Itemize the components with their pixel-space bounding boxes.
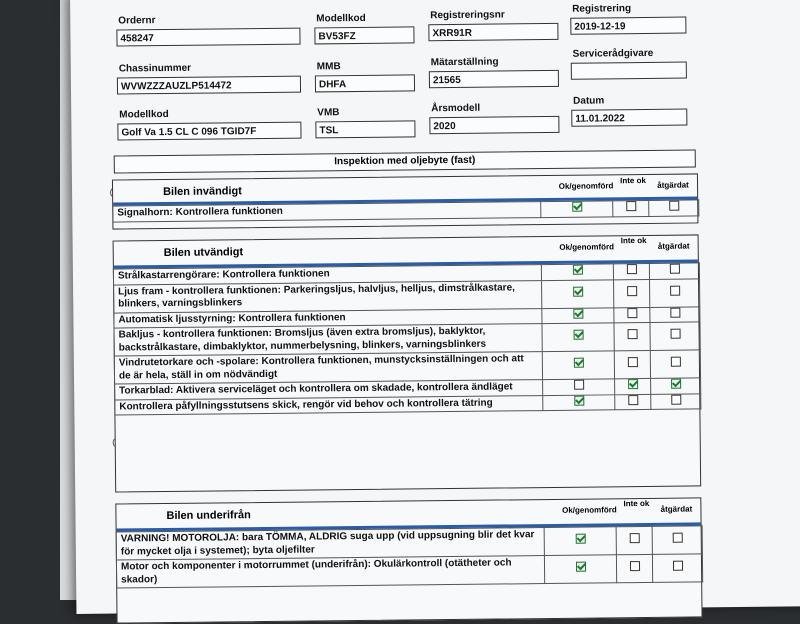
unchecked-checkbox-inte[interactable] <box>627 308 637 318</box>
col-header-inte-ok: Inte ok <box>623 498 650 509</box>
field-label-datum: Datum <box>573 95 605 107</box>
checkbox-cell-ok <box>541 264 613 280</box>
inspection-title: Inspektion med oljebyte (fast) <box>114 149 696 173</box>
checkbox-cell-atg <box>651 378 701 394</box>
unchecked-checkbox-atg[interactable] <box>670 357 680 367</box>
col-header-atgardat: åtgärdat <box>657 241 690 251</box>
checkbox-cell-atg <box>650 350 700 379</box>
checklist-item-text: Ljus fram - kontrollera funktionen: Parkeringsljus, halvljus, helljus, dimstrålkastare, blinkers, varningsblinkers <box>114 280 542 312</box>
checked-checkbox-ok[interactable] <box>572 265 582 275</box>
checkbox-cell-ok <box>544 527 616 556</box>
unchecked-checkbox-inte[interactable] <box>628 395 638 405</box>
checkbox-cell-inte <box>616 554 652 582</box>
checkbox-cell-inte <box>613 200 649 216</box>
unchecked-checkbox-atg[interactable] <box>672 533 682 543</box>
checklist-item-text: Automatisk ljusstyrning: Kontrollera funktionen <box>114 308 542 328</box>
field-value-modellkod: BV53FZ <box>314 26 414 44</box>
checked-checkbox-ok[interactable] <box>573 330 583 340</box>
unchecked-checkbox-inte[interactable] <box>629 533 639 543</box>
section-title: Bilen utvändigt <box>163 246 244 260</box>
field-label-registreringsnr: Registreringsnr <box>430 9 505 22</box>
unchecked-checkbox-atg[interactable] <box>670 307 680 317</box>
checkbox-cell-ok <box>543 379 615 395</box>
col-header-ok: Ok/genomförd <box>559 242 615 252</box>
col-header-ok: Ok/genomförd <box>558 181 614 191</box>
checklist-item-text: Bakljus - kontrollera funktionen: Bromsljus (även extra bromsljus), baklyktor, backstrålkastare, dimbaklyktor, nummerbelysning, blinkers, varningsblinkers <box>114 324 542 356</box>
field-label-registrering: Registrering <box>572 3 632 15</box>
checkbox-cell-ok <box>542 323 614 352</box>
checkbox-cell-inte <box>614 350 650 378</box>
checklist-item-text: Vindrutetorkare och -spolare: Kontrollera funktionen, munstycksinställningen och att de är hela, ställ in om nödvändigt <box>114 352 542 384</box>
field-value-mmb: DHFA <box>315 74 415 92</box>
checklist-item-text: Motor och komponenter i motorrummet (underifrån): Okulärkontroll (otätheter och skador) <box>116 556 544 588</box>
checklist-item-text: Torkarblad: Aktivera serviceläget och kontrollera om skadade, kontrollera ändläget <box>115 380 543 400</box>
checkbox-cell-atg <box>650 306 700 322</box>
section-title: Bilen underifrån <box>166 509 251 523</box>
field-value-modellbeskrivning: Golf Va 1.5 CL C 096 TGID7F <box>117 122 301 141</box>
checked-checkbox-ok[interactable] <box>573 308 583 318</box>
field-label-ordernr: Ordernr <box>118 15 156 27</box>
checkbox-cell-inte <box>615 378 651 394</box>
checkbox-cell-atg <box>649 263 699 279</box>
rows-bilen-utvandigt <box>113 262 702 415</box>
field-value-matarstallning: 21565 <box>429 70 559 88</box>
field-label-arsmodell: Årsmodell <box>431 102 481 115</box>
unchecked-checkbox-inte[interactable] <box>627 329 637 339</box>
field-label-mmb: MMB <box>316 61 341 73</box>
checklist-item-text: VARNING! MOTOROLJA: bara TÖMMA, ALDRIG suga upp (vid uppsugning blir det kvar för mycket olja i systemet); byta oljefilter <box>116 528 544 560</box>
field-value-chassinummer: WVWZZZAUZLP514472 <box>117 76 301 95</box>
checkbox-cell-ok <box>542 279 614 308</box>
checkbox-cell-inte <box>616 526 652 554</box>
checkbox-cell-inte <box>614 322 650 350</box>
checked-checkbox-ok[interactable] <box>574 395 584 405</box>
checked-checkbox-inte[interactable] <box>628 379 638 389</box>
checked-checkbox-ok[interactable] <box>575 562 585 572</box>
service-protocol-page <box>70 0 800 614</box>
field-value-ordernr: 458247 <box>116 28 300 47</box>
field-label-modellkod-2: Modellkod <box>119 108 169 121</box>
checkbox-cell-inte <box>615 394 651 410</box>
checklist-item-text: Kontrollera påfyllningsstutsens skick, rengör vid behov och kontrollera tätring <box>115 395 543 415</box>
field-label-matarstallning: Mätarställning <box>430 56 499 69</box>
field-value-vmb: TSL <box>315 120 415 138</box>
checked-checkbox-atg[interactable] <box>671 379 681 389</box>
checkbox-cell-ok <box>542 351 614 380</box>
checkbox-cell-inte <box>614 307 650 323</box>
checked-checkbox-ok[interactable] <box>572 202 582 212</box>
field-label-vmb: VMB <box>317 107 340 119</box>
checkbox-cell-atg <box>649 200 699 216</box>
unchecked-checkbox-inte[interactable] <box>629 561 639 571</box>
unchecked-checkbox-atg[interactable] <box>670 285 680 295</box>
checked-checkbox-ok[interactable] <box>573 286 583 296</box>
checkbox-cell-atg <box>651 393 701 409</box>
unchecked-checkbox-inte[interactable] <box>626 264 636 274</box>
col-header-atgardat: åtgärdat <box>657 180 689 190</box>
unchecked-checkbox-atg[interactable] <box>669 264 679 274</box>
col-header-inte-ok: Inte ok <box>620 235 647 246</box>
col-header-inte-ok: Inte ok <box>620 175 646 186</box>
unchecked-checkbox-atg[interactable] <box>669 201 679 211</box>
unchecked-checkbox-inte[interactable] <box>627 357 637 367</box>
checklist-item-text: Signalhorn: Kontrollera funktionen <box>113 202 541 222</box>
checkbox-cell-atg <box>652 526 702 555</box>
field-value-registrering: 2019-12-19 <box>570 17 686 35</box>
checkbox-cell-atg <box>650 278 700 307</box>
checkbox-cell-ok <box>544 555 616 584</box>
unchecked-checkbox-atg[interactable] <box>672 561 682 571</box>
checklist-item-text: Strålkastarrengörare: Kontrollera funktionen <box>113 265 541 285</box>
col-header-atgardat: åtgärdat <box>660 504 693 514</box>
checkbox-cell-ok <box>543 394 615 410</box>
field-label-serviceradgivare: Servicerådgivare <box>572 47 654 60</box>
checked-checkbox-ok[interactable] <box>575 534 585 544</box>
rows-bilen-underifran <box>116 525 704 588</box>
field-value-arsmodell: 2020 <box>429 116 559 134</box>
checkbox-cell-atg <box>650 322 700 351</box>
checkbox-cell-inte <box>613 263 649 279</box>
checkbox-cell-ok <box>541 201 613 217</box>
unchecked-checkbox-atg[interactable] <box>671 394 681 404</box>
checklist-row <box>116 554 702 588</box>
checked-checkbox-ok[interactable] <box>573 358 583 368</box>
field-value-datum: 11.01.2022 <box>571 109 687 127</box>
checkbox-cell-inte <box>614 279 650 307</box>
field-label-chassinummer: Chassinummer <box>118 62 192 75</box>
checkbox-cell-ok <box>542 307 614 323</box>
unchecked-checkbox-inte[interactable] <box>627 286 637 296</box>
field-value-serviceradgivare <box>571 62 687 80</box>
unchecked-checkbox-ok[interactable] <box>574 380 584 390</box>
field-value-registreringsnr: XRR91R <box>428 23 558 41</box>
unchecked-checkbox-atg[interactable] <box>670 329 680 339</box>
checkbox-cell-atg <box>652 554 702 583</box>
unchecked-checkbox-inte[interactable] <box>626 201 636 211</box>
section-title: Bilen invändigt <box>163 185 242 199</box>
field-label-modellkod: Modellkod <box>316 12 366 25</box>
col-header-ok: Ok/genomförd <box>562 505 617 515</box>
